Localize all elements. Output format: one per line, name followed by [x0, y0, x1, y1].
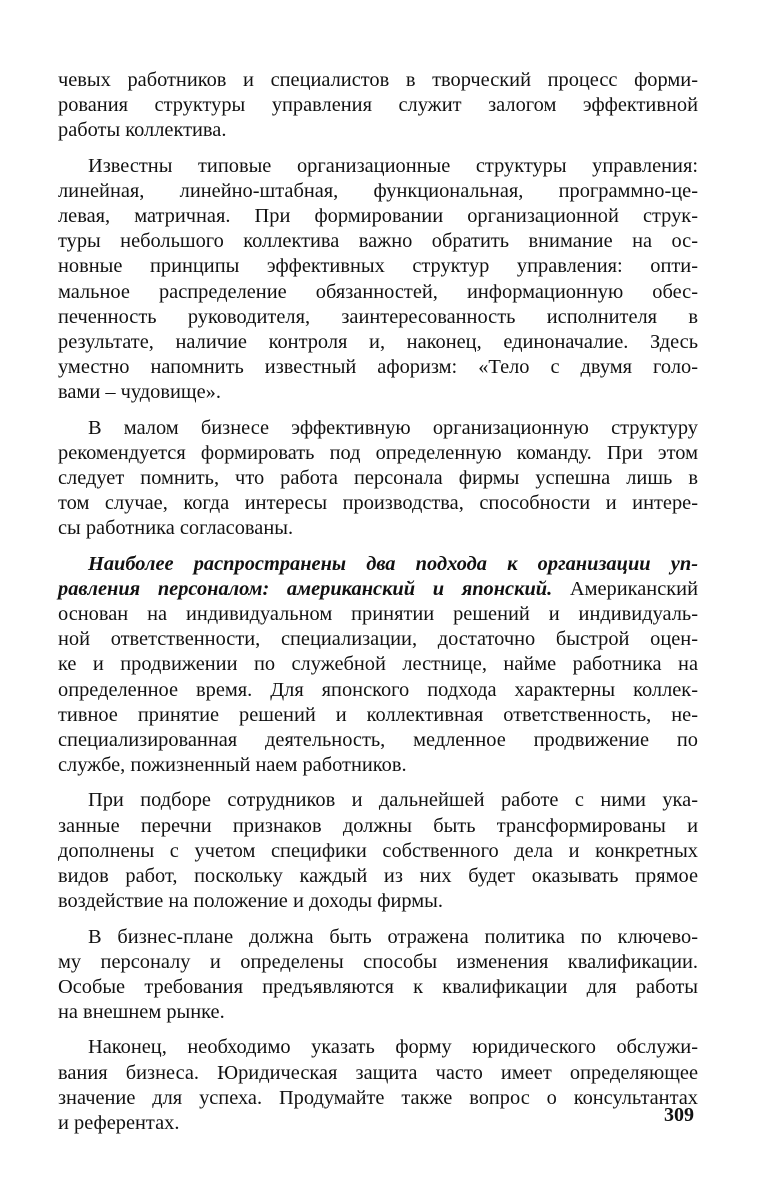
text-line: сы работника согласованы.: [58, 517, 294, 540]
text-line: значение для успеха. Продумайте также вопрос о консультантах: [58, 1086, 698, 1109]
page-body: [58, 68, 698, 1146]
text-line: В малом бизнесе эффективную организационную структуру: [88, 416, 698, 439]
text-fragment: Американский: [552, 577, 698, 600]
text-line: вами – чудовище».: [58, 381, 221, 404]
text-line: печенность руководителя, заинтересованность исполнителя в: [58, 305, 698, 328]
text-line: результате, наличие контроля и, наконец, единоначалие. Здесь: [58, 331, 698, 354]
text-line: Особые требования предъявляются к квалификации для работы: [58, 975, 698, 998]
paragraph-2: [58, 154, 698, 406]
text-line: мальное распределение обязанностей, информационную обес-: [58, 280, 698, 303]
text-line: му персоналу и определены способы изменения квалификации.: [58, 950, 698, 973]
paragraph-6: [58, 925, 698, 1026]
text-line: чевых работников и специалистов в творческий процесс форми-: [58, 69, 698, 91]
text-line: и референтах.: [58, 1111, 180, 1134]
text-line: занные перечни признаков должны быть трансформированы и: [58, 814, 698, 837]
emphasis-text: равления персоналом: американский и японский.: [58, 577, 553, 600]
text-line: туры небольшого коллектива важно обратить внимание на ос-: [58, 230, 698, 253]
text-line: уместно напомнить известный афоризм: «Тело с двумя голо-: [58, 356, 698, 379]
text-line: При подборе сотрудников и дальнейшей работе с ними ука-: [88, 789, 698, 812]
paragraph-1: [58, 68, 698, 144]
text-line: Наконец, необходимо указать форму юридического обслужи-: [88, 1036, 698, 1059]
text-line: линейная, линейно-штабная, функциональная, программно-це-: [58, 179, 698, 202]
paragraph-5: [58, 788, 698, 914]
text-line: рования структуры управления служит залогом эффективной: [58, 94, 698, 117]
text-line: дополнены с учетом специфики собственного дела и конкретных: [58, 839, 698, 862]
text-line: том случае, когда интересы производства, способности и интере-: [58, 492, 698, 515]
text-line: службе, пожизненный наем работников.: [58, 754, 407, 777]
text-line: воздействие на положение и доходы фирмы.: [58, 890, 443, 913]
text-line: [58, 577, 698, 602]
text-line: тивное принятие решений и коллективная ответственность, не-: [58, 703, 698, 726]
text-line: рекомендуется формировать под определенную команду. При этом: [58, 441, 698, 464]
paragraph-4: [58, 552, 698, 779]
text-line: Известны типовые организационные структуры управления:: [88, 154, 698, 177]
text-line: определенное время. Для японского подхода характерны коллек-: [58, 678, 698, 701]
text-line: В бизнес-плане должна быть отражена политика по ключево-: [88, 925, 698, 948]
text-line: видов работ, поскольку каждый из них будет оказывать прямое: [58, 865, 698, 888]
page-number: 309: [664, 1104, 694, 1126]
text-line: новные принципы эффективных структур управления: опти-: [58, 255, 698, 278]
text-line: вания бизнеса. Юридическая защита часто имеет определяющее: [58, 1061, 698, 1084]
paragraph-3: [58, 416, 698, 542]
paragraph-7: [58, 1035, 698, 1136]
text-line: следует помнить, что работа персонала фирмы успешна лишь в: [58, 467, 698, 490]
text-line: на внешнем рынке.: [58, 1001, 225, 1024]
text-line: ке и продвижении по служебной лестнице, найме работника на: [58, 653, 698, 676]
emphasis-text: Наиболее распространены два подхода к организации уп-: [88, 552, 698, 575]
text-line: левая, матричная. При формировании организационной струк-: [58, 205, 698, 228]
text-line: специализированная деятельность, медленное продвижение по: [58, 729, 698, 752]
text-line: основан на индивидуальном принятии решений и индивидуаль-: [58, 603, 698, 626]
text-line: [58, 552, 698, 577]
text-line: работы коллектива.: [58, 119, 227, 142]
text-line: ной ответственности, специализации, достаточно быстрой оцен-: [58, 628, 698, 651]
